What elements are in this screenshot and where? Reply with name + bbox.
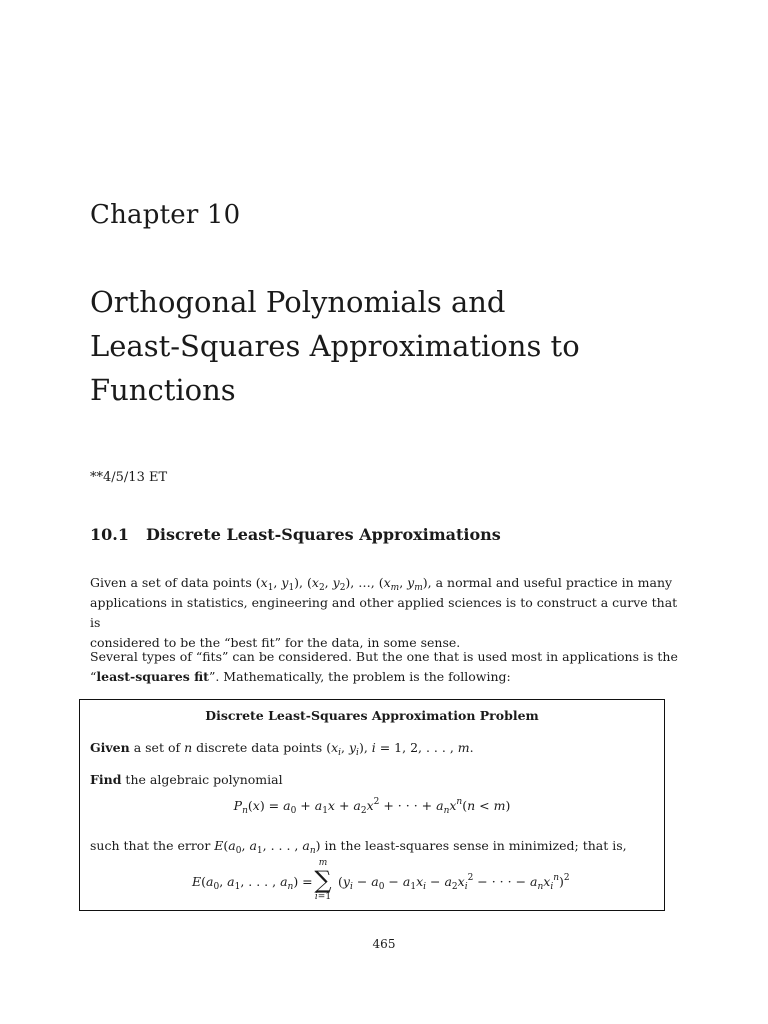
text-run: such that the error (90, 838, 215, 853)
find-line (90, 772, 283, 787)
page-number: 465 (372, 937, 396, 951)
paragraph-fits (90, 647, 680, 687)
text-run: , a normal and useful practice in many (427, 575, 673, 590)
text-run: ”. Mathematically, the problem is the following: (208, 669, 511, 684)
such-line (90, 838, 627, 856)
given-line (90, 740, 474, 758)
math-n: n (184, 740, 193, 755)
summation-symbol: m ∑ i=1 (314, 858, 332, 902)
find-label: Find (90, 772, 122, 787)
problem-box: Discrete Least-Squares Approximation Problem Given a set of n discrete data points ($x_i$, $y_i$), i = 1, 2, . . . , m. Find the algebraic polynomial $P_n(x) = a_0 + a_1x + a_2x^2$ + · · · + $a_nx^n(n < m)$ such that the error $E(a_0$, $a_1$, . . . , $a_n$) in the least-squares sense in minimized; that is, $E(a_0$, $a_1$, . . . , $a_n$) = m ∑ i=1 ($y_i - a_0 - a_1x_i - a_2x_i^2$ − · · · − $a_nx_i^n)^2$ (79, 699, 665, 911)
text-run: the algebraic polynomial (121, 772, 283, 787)
chapter-title-line: Orthogonal Polynomials and (90, 285, 506, 319)
section-number: 10.1 (90, 525, 129, 544)
section-heading (90, 525, 501, 544)
paragraph-intro (90, 573, 680, 653)
section-title: Discrete Least-Squares Approximations (146, 525, 501, 544)
chapter-label: Chapter 10 (90, 200, 241, 230)
bold-term: least-squares fit (96, 669, 209, 684)
text-run: Given a set of data points (90, 575, 252, 590)
chapter-title (90, 280, 690, 412)
math-data-points: ($x_1$, $y_1$), ($x_2$, $y_2$), …, ($x_m$, $y_m$) (255, 575, 428, 593)
text-run: in the least-squares sense in minimized; that is, (320, 838, 627, 853)
math-points: ($x_i$, $y_i$), i = 1, 2, . . . , m. (326, 740, 474, 758)
math-error: $E(a_0$, $a_1$, . . . , $a_n$) (214, 838, 321, 856)
chapter-title-line: Functions (90, 373, 236, 407)
date-note: **4/5/13 ET (90, 470, 168, 485)
chapter-title-line: Least-Squares Approximations to (90, 329, 580, 363)
text-run: “ (90, 669, 97, 684)
text-run: applications in statistics, engineering and other applied sciences is to construct a curve that is (90, 595, 678, 630)
text-run: discrete data points (192, 740, 327, 755)
problem-box-title: Discrete Least-Squares Approximation Problem (205, 708, 539, 723)
polynomial-equation: $P_n(x) = a_0 + a_1x + a_2x^2$ + · · · + $a_nx^n(n < m)$ (233, 797, 511, 816)
given-label: Given (90, 740, 130, 755)
text-run: Several types of “fits” can be considered. But the one that is used most in applications is the (90, 649, 678, 664)
text-run: a set of (129, 740, 185, 755)
text-run: considered to be the “best fit” for the data, in some sense. (90, 635, 461, 650)
